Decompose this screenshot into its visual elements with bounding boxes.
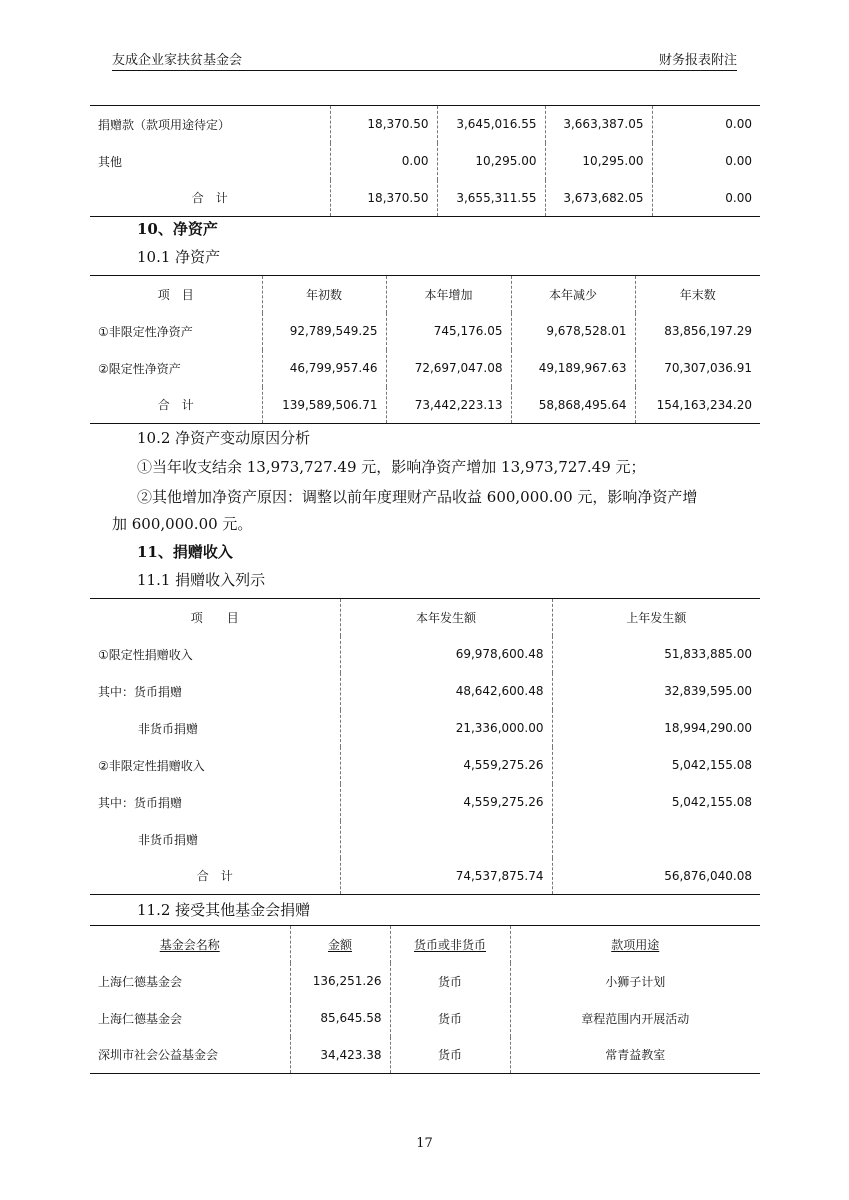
cell: 139,589,506.71 — [262, 387, 386, 424]
cell: 0.00 — [330, 143, 437, 180]
foundation-name: 深圳市社会公益基金会 — [90, 1037, 290, 1074]
cell: 49,189,967.63 — [511, 350, 635, 387]
table-row — [90, 784, 760, 821]
amount: 34,423.38 — [290, 1037, 390, 1074]
cell: 10,295.00 — [545, 143, 652, 180]
header-text: 基金会名称 — [159, 937, 220, 952]
column-header: 年末数 — [635, 276, 760, 313]
cell: 0.00 — [652, 106, 760, 143]
row-label: ②限定性净资产 — [98, 361, 181, 376]
cell: 32,839,595.00 — [552, 673, 760, 710]
paragraph: ②其他增加净资产原因：调整以前年度理财产品收益 600,000.00 元，影响净资产增 — [137, 488, 698, 506]
table-row — [90, 821, 760, 858]
header-text: 款项用途 — [611, 937, 660, 952]
amount: 85,645.58 — [290, 1000, 390, 1037]
cell — [340, 821, 552, 858]
table-row — [90, 106, 760, 143]
row-label: 合 计 — [90, 858, 340, 895]
foundation-donations-table — [90, 925, 760, 1074]
cell: 18,994,290.00 — [552, 710, 760, 747]
organization-name: 友成企业家扶贫基金会 — [112, 53, 243, 68]
section-title: 财务报表附注 — [658, 53, 737, 68]
cell: 4,559,275.26 — [340, 747, 552, 784]
table-row — [90, 350, 760, 387]
row-label: 合 计 — [90, 387, 262, 424]
cell: 3,673,682.05 — [545, 180, 652, 217]
type: 货币 — [390, 1037, 510, 1074]
column-header: 本年发生额 — [340, 599, 552, 636]
table-row — [90, 747, 760, 784]
table-row — [90, 143, 760, 180]
cell: 83,856,197.29 — [635, 313, 760, 350]
row-label: 合 计 — [90, 180, 330, 217]
cell: 74,537,875.74 — [340, 858, 552, 895]
cell: 69,978,600.48 — [340, 636, 552, 673]
cell: 18,370.50 — [330, 106, 437, 143]
header-text: 金额 — [327, 937, 352, 952]
cell: 3,645,016.55 — [437, 106, 545, 143]
type: 货币 — [390, 1000, 510, 1037]
column-header — [390, 926, 510, 963]
row-label: 其中：货币捐赠 — [98, 795, 183, 810]
foundation-name: 上海仁德基金会 — [98, 1011, 183, 1026]
column-header — [510, 926, 760, 963]
cell: 3,663,387.05 — [545, 106, 652, 143]
table-total-row — [90, 387, 760, 424]
table-row — [90, 1037, 760, 1074]
header-rule — [112, 70, 737, 71]
page-header — [112, 49, 737, 71]
column-header: 项 目 — [90, 276, 262, 313]
table-header-row — [90, 926, 760, 963]
purpose: 小狮子计划 — [510, 963, 760, 1000]
page-number: 17 — [416, 1136, 433, 1151]
row-label: ②非限定性捐赠收入 — [98, 758, 205, 773]
section-11-2-title: 11.2 接受其他基金会捐赠 — [137, 901, 311, 919]
foundation-name: 上海仁德基金会 — [98, 974, 183, 989]
cell: 92,789,549.25 — [262, 313, 386, 350]
section-10-1-title: 10.1 净资产 — [137, 248, 221, 266]
cell: 46,799,957.46 — [262, 350, 386, 387]
table-row — [90, 313, 760, 350]
purpose: 常青益教室 — [510, 1037, 760, 1074]
row-label: 非货币捐赠 — [138, 721, 199, 736]
purpose: 章程范围内开展活动 — [510, 1000, 760, 1037]
table-total-row — [90, 180, 760, 217]
section-11-heading: 11、捐赠收入 — [137, 543, 233, 561]
cell: 51,833,885.00 — [552, 636, 760, 673]
column-header: 上年发生额 — [552, 599, 760, 636]
table-row — [90, 963, 760, 1000]
type: 货币 — [390, 963, 510, 1000]
cell: 58,868,495.64 — [511, 387, 635, 424]
cell: 18,370.50 — [330, 180, 437, 217]
row-label: 捐赠款（款项用途待定） — [90, 106, 330, 143]
cell — [552, 821, 760, 858]
table-row — [90, 710, 760, 747]
cell: 745,176.05 — [386, 313, 511, 350]
cell: 21,336,000.00 — [340, 710, 552, 747]
cell: 5,042,155.08 — [552, 747, 760, 784]
column-header — [290, 926, 390, 963]
section-10-2-title: 10.2 净资产变动原因分析 — [137, 429, 311, 447]
cell: 10,295.00 — [437, 143, 545, 180]
table-row — [90, 1000, 760, 1037]
net-assets-table — [90, 275, 760, 424]
donation-income-table — [90, 598, 760, 895]
cell: 5,042,155.08 — [552, 784, 760, 821]
paragraph: 加 600,000.00 元。 — [112, 515, 253, 533]
header-text: 货币或非货币 — [413, 937, 486, 952]
table-header-row — [90, 276, 760, 313]
amount: 136,251.26 — [290, 963, 390, 1000]
paragraph: ①当年收支结余 13,973,727.49 元，影响净资产增加 13,973,727.49 元； — [137, 458, 646, 476]
row-label: ①限定性捐赠收入 — [98, 647, 193, 662]
cell: 73,442,223.13 — [386, 387, 511, 424]
cell: 56,876,040.08 — [552, 858, 760, 895]
column-header: 项 目 — [90, 599, 340, 636]
cell: 4,559,275.26 — [340, 784, 552, 821]
column-header — [90, 926, 290, 963]
section-10-heading: 10、净资产 — [137, 220, 218, 238]
cell: 72,697,047.08 — [386, 350, 511, 387]
column-header: 本年减少 — [511, 276, 635, 313]
table-row — [90, 673, 760, 710]
cell: 48,642,600.48 — [340, 673, 552, 710]
table-continued — [90, 105, 760, 217]
cell: 0.00 — [652, 180, 760, 217]
row-label: 其中：货币捐赠 — [98, 684, 183, 699]
table-row — [90, 636, 760, 673]
cell: 9,678,528.01 — [511, 313, 635, 350]
row-label: 非货币捐赠 — [138, 832, 199, 847]
column-header: 本年增加 — [386, 276, 511, 313]
cell: 70,307,036.91 — [635, 350, 760, 387]
table-header-row — [90, 599, 760, 636]
section-11-1-title: 11.1 捐赠收入列示 — [137, 571, 266, 589]
row-label: 其他 — [98, 154, 123, 169]
row-label: ①非限定性净资产 — [98, 324, 193, 339]
cell: 0.00 — [652, 143, 760, 180]
column-header: 年初数 — [262, 276, 386, 313]
table-total-row — [90, 858, 760, 895]
cell: 3,655,311.55 — [437, 180, 545, 217]
cell: 154,163,234.20 — [635, 387, 760, 424]
